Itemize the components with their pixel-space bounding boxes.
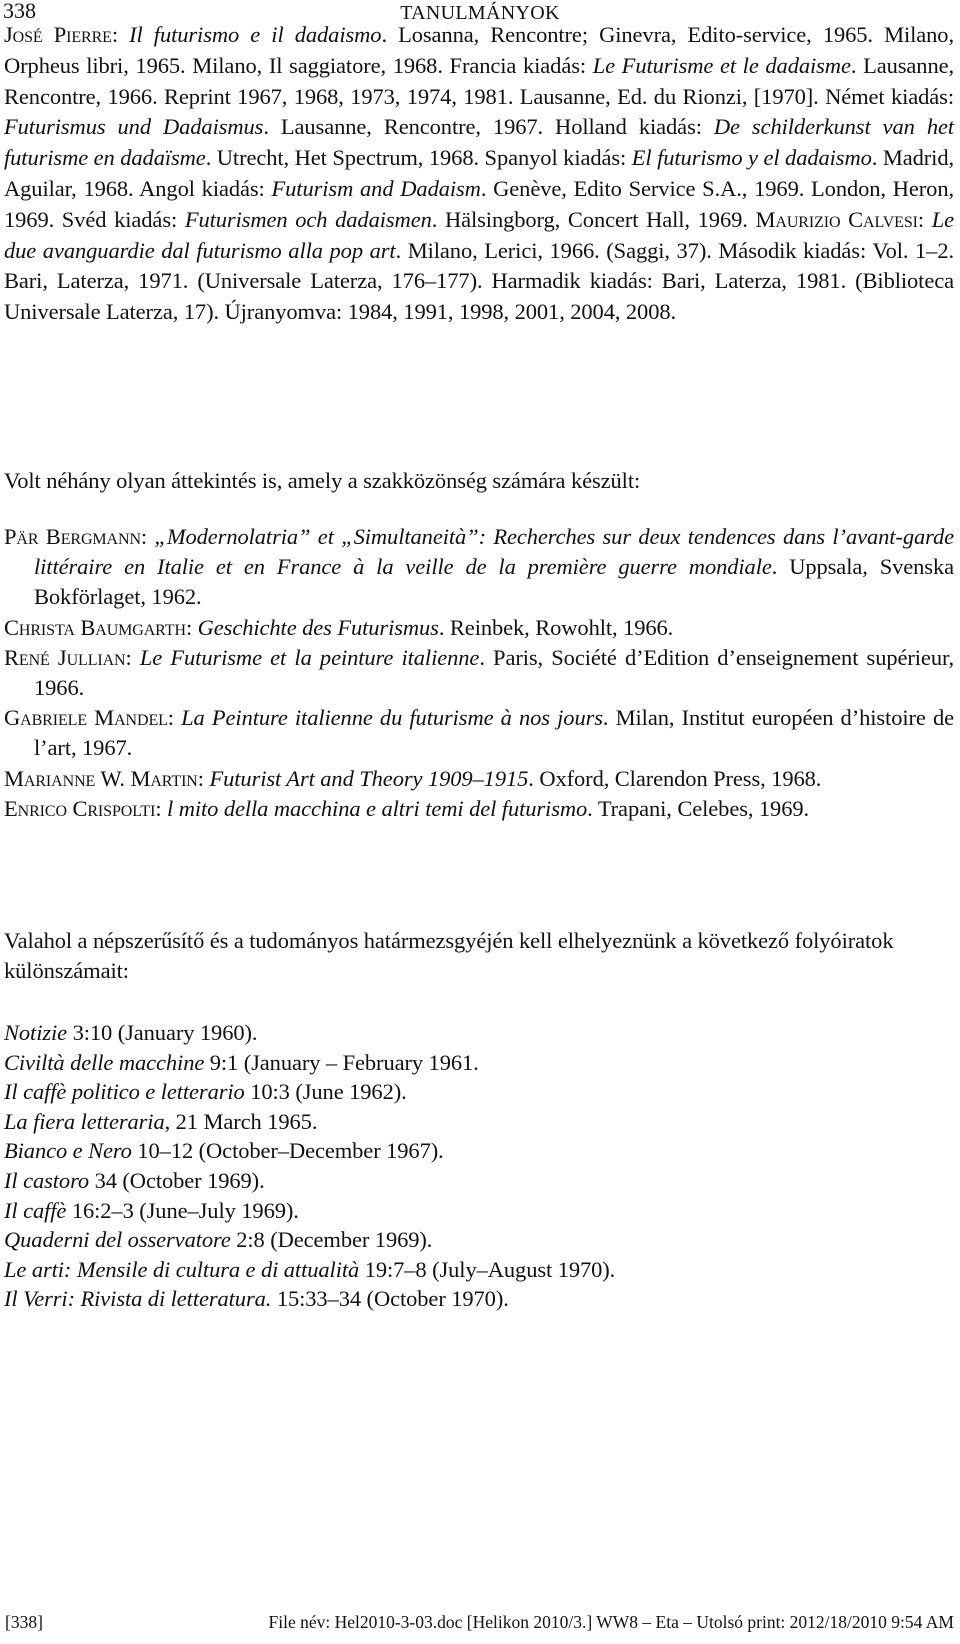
journal-entry: La fiera letteraria, 21 March 1965. <box>4 1108 318 1134</box>
author-name: Enrico Crispolti <box>4 795 156 821</box>
book-title: Futurist Art and Theory 1909–1915 <box>209 765 529 791</box>
journal-title: Il caffè <box>4 1197 67 1223</box>
page-number: 338 <box>3 0 36 23</box>
overview-intro: Volt néhány olyan áttekintés is, amely a szakközönség számára készült: <box>4 468 641 493</box>
bibliography-entry: Enrico Crispolti: l mito della macchina e altri temi del futurismo. Trapani, Celebes, 1969. <box>4 795 810 821</box>
journal-title: Le arti: Mensile di cultura e di attualità <box>4 1256 360 1282</box>
journal-entry: Civiltà delle macchine 9:1 (January – February 1961. <box>4 1049 479 1075</box>
journal-list <box>4 1018 954 1314</box>
journal-title: Il castoro <box>4 1167 90 1193</box>
book-title: Futurism and Dadaism <box>271 175 481 201</box>
journal-title: Civiltà delle macchine <box>4 1049 205 1075</box>
book-title: De schilderkunst van het futurisme en dadaïsme <box>4 114 955 171</box>
journal-title: La fiera letteraria <box>4 1108 165 1134</box>
book-title: l mito della macchina e altri temi del futurismo <box>167 795 588 821</box>
footer-page-ref: [338] <box>5 1612 43 1632</box>
journal-entry: Il castoro 34 (October 1969). <box>4 1167 265 1193</box>
journal-entry: Il caffè politico e letterario 10:3 (June 1962). <box>4 1079 407 1105</box>
author-name: Maurizio Calvesi <box>755 206 918 232</box>
journal-entry: Il caffè 16:2–3 (June–July 1969). <box>4 1197 299 1223</box>
book-title: Il futurismo e il dadaismo <box>129 22 382 47</box>
running-head: TANULMÁNYOK <box>400 2 560 24</box>
journal-title: Il Verri: Rivista di letteratura. <box>4 1286 272 1312</box>
journal-entry: Il Verri: Rivista di letteratura. 15:33–34 (October 1970). <box>4 1286 509 1312</box>
journal-entry: Bianco e Nero 10–12 (October–December 1967). <box>4 1138 444 1164</box>
journal-title: Notizie <box>4 1020 68 1045</box>
bibliography-entry: René Jullian: Le Futurisme et la peinture italienne. Paris, Société d’Edition d’enseignement supérieur, 1966. <box>4 644 954 701</box>
book-title: „Modernolatria” et „Simultaneità”: Recherches sur deux tendences dans l’avant-garde littéraire en Italie et en France à la veille de la première guerre mondiale <box>34 524 954 580</box>
bibliography-entry: Marianne W. Martin: Futurist Art and Theory 1909–1915. Oxford, Clarendon Press, 1968. <box>4 765 822 791</box>
book-title: Le Futurisme et le dadaisme <box>592 52 851 78</box>
book-title: Le due avanguardie dal futurismo alla pop art <box>4 206 955 263</box>
journals-intro: Valahol a népszerűsítő és a tudományos határmezsgyéjén kell elhelyeznünk a következő folyóiratok különszámait: <box>4 928 894 983</box>
book-title: Geschichte des Futurismus <box>197 614 439 640</box>
author-name: René Jullian <box>4 644 126 670</box>
bibliography-list <box>4 522 954 824</box>
book-title: La Peinture italienne du futurisme à nos jours <box>181 705 603 731</box>
journal-entry: Le arti: Mensile di cultura e di attualità 19:7–8 (July–August 1970). <box>4 1256 616 1282</box>
bibliography-entry: Christa Baumgarth: Geschichte des Futurismus. Reinbek, Rowohlt, 1966. <box>4 614 674 640</box>
author-name: José Pierre <box>4 22 112 47</box>
author-name: Christa Baumgarth <box>4 614 186 640</box>
author-name: Gabriele Mandel <box>4 705 168 731</box>
author-name: Pär Bergmann <box>4 524 141 549</box>
footer-file-info: File név: Hel2010-3-03.doc [Helikon 2010/3.] WW8 – Eta – Utolsó print: 2012/18/2010 9:54 AM <box>268 1612 954 1632</box>
bibliography-entry: Gabriele Mandel: La Peinture italienne du futurisme à nos jours. Milan, Institut européen d’histoire de l’art, 1967. <box>4 705 954 761</box>
journal-entry: Quaderni del osservatore 2:8 (December 1969). <box>4 1227 433 1253</box>
bibliography-entry: Pär Bergmann: „Modernolatria” et „Simultaneità”: Recherches sur deux tendences dans l’avant-garde littéraire en Italie et en France à la veille de la première guerre mondiale. Uppsala, Svenska Bokförlaget, 1962. <box>4 524 954 610</box>
page-footer <box>0 1612 960 1640</box>
journal-title: Quaderni del osservatore <box>4 1227 231 1253</box>
book-title: El futurismo y el dadaismo <box>631 145 872 171</box>
book-title: Le Futurisme et la peinture italienne <box>139 644 480 670</box>
journal-entry: Notizie 3:10 (January 1960). <box>4 1020 258 1045</box>
book-title: Futurismus und Dadaismus <box>4 114 264 140</box>
journal-title: Il caffè politico e letterario <box>4 1079 245 1105</box>
pierre-calvesi-paragraph: José Pierre: Il futurismo e il dadaismo. Losanna, Rencontre; Ginevra, Edito-service, 1965. Milano, Orpheus libri, 1965. Milano, Il saggiatore, 1968. Francia kiadás: Le Futurisme et le dadaisme. Lausanne, Rencontre, 1966. Reprint 1967, 1968, 1973, 1974, 1981. Lausanne, Ed. du Rionzi, [1970]. Német kiadás: Futurismus und Dadaismus. Lausanne, Rencontre, 1967. Holland kiadás: De schilderkunst van het futurisme en dadaïsme. Utrecht, Het Spectrum, 1968. Spanyol kiadás: El futurismo y el dadaismo. Madrid, Aguilar, 1968. Angol kiadás: Futurism and Dadaism. Genève, Edito Service S.A., 1969. London, Heron, 1969. Svéd kiadás: Futurismen och dadaismen. Hälsingborg, Concert Hall, 1969. Maurizio Calvesi: Le due avanguardie dal futurismo alla pop art. Milano, Lerici, 1966. (Saggi, 37). Második kiadás: Vol. 1–2. Bari, Laterza, 1971. (Universale Laterza, 176–177). Harmadik kiadás: Bari, Laterza, 1981. (Biblioteca Universale Laterza, 17). Újranyomva: 1984, 1991, 1998, 2001, 2004, 2008. <box>4 22 955 325</box>
book-title: Futurismen och dadaismen <box>184 206 432 232</box>
author-name: Marianne W. Martin <box>4 765 198 791</box>
journal-title: Bianco e Nero <box>4 1138 132 1164</box>
